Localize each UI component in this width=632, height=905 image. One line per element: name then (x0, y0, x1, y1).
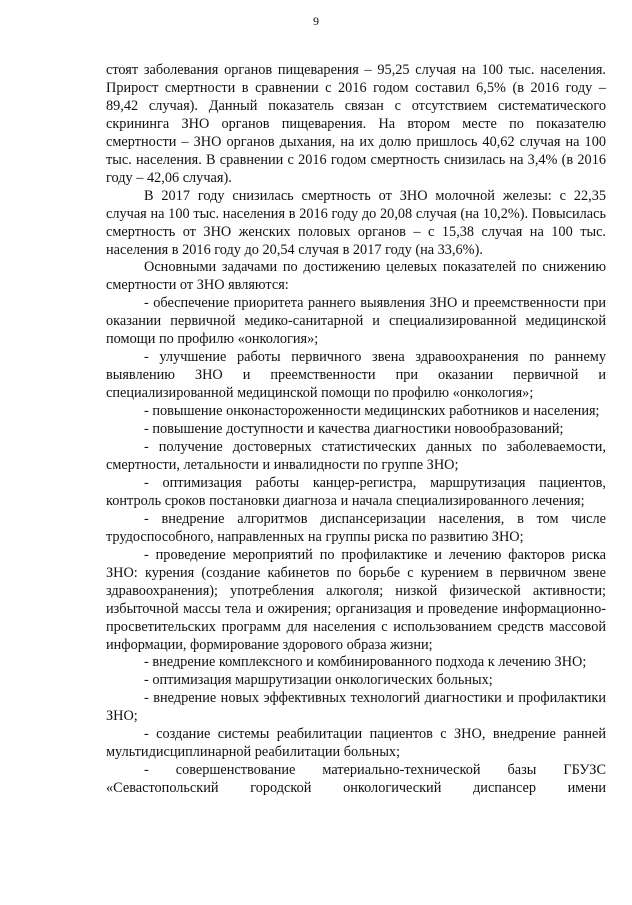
task-item-risk-factors: - проведение мероприятий по профилактике и лечению факторов риска ЗНО: курения (создание кабинетов по борьбе с курением в первичном звене здравоохранения); употребления алкоголя; низкой физической активности; избыточной массы тела и ожирения; организация и проведение информационно-просветительских программ для населения с использованием средств массовой информации, формирование здорового образа жизни; (106, 546, 606, 653)
task-item-routing: - оптимизация маршрутизации онкологических больных; (144, 672, 493, 689)
task-item-rehabilitation: - создание системы реабилитации пациентов с ЗНО, внедрение ранней мультидисциплинарной реабилитации больных; (106, 726, 606, 761)
paragraph-main-tasks-intro: Основными задачами по достижению целевых показателей по снижению смертности от ЗНО являются: (106, 259, 606, 294)
task-item-diagnostics-access: - повышение доступности и качества диагностики новообразований; (144, 421, 564, 438)
paragraph-breast-cancer-mortality: В 2017 году снизилась смертность от ЗНО молочной железы: с 22,35 случая на 100 тыс. населения в 2016 году до 20,08 случая (на 10,2%). Повысилась смертность от ЗНО женских половых органов – с 15,38 случая на 100 тыс. населения в 2016 году до 20,54 случая в 2017 году (на 33,6%). (106, 187, 606, 258)
page-number: 9 (313, 14, 319, 28)
paragraph-mortality-digestive: стоят заболевания органов пищеварения – 95,25 случая на 100 тыс. населения. Прирост смертности в сравнении с 2016 годом составил 6,5% (в 2016 году – 89,42 случая). Данный показатель связан с отсутствием систематического скрининга ЗНО органов пищеварения. На втором месте по показателю смертности – ЗНО органов дыхания, на их долю пришлось 40,62 случая на 100 тыс. населения. В сравнении с 2016 годом смертность снизилась на 3,4% (в 2016 году – 42,06 случая). (106, 62, 606, 186)
task-item-screening-algorithms: - внедрение алгоритмов диспансеризации населения, в том числе трудоспособного, направленных на группы риска по развитию ЗНО; (106, 510, 606, 545)
task-item-combined-treatment: - внедрение комплексного и комбинированного подхода к лечению ЗНО; (144, 654, 587, 671)
task-item-material-base: - совершенствование материально-технической базы ГБУЗС «Севастопольский городской онкологический диспансер имени (106, 762, 606, 797)
document-body (106, 62, 606, 798)
task-item-oncological-alertness: - повышение онконастороженности медицинских работников и населения; (144, 403, 600, 420)
task-item-cancer-registry: - оптимизация работы канцер-регистра, маршрутизация пациентов, контроль сроков постановки диагноза и начала специализированного лечения; (106, 474, 606, 509)
task-item-new-technologies: - внедрение новых эффективных технологий диагностики и профилактики ЗНО; (106, 690, 606, 725)
task-item-early-detection: - обеспечение приоритета раннего выявления ЗНО и преемственности при оказании первичной медико-санитарной и специализированной медицинской помощи по профилю «онкология»; (106, 295, 606, 348)
task-item-statistics: - получение достоверных статистических данных по заболеваемости, смертности, летальности и инвалидности по группе ЗНО; (106, 439, 606, 473)
task-item-primary-care: - улучшение работы первичного звена здравоохранения по раннему выявлению ЗНО и преемственности при оказании первичной и специализированной медицинской помощи по профилю «онкология»; (106, 349, 606, 402)
